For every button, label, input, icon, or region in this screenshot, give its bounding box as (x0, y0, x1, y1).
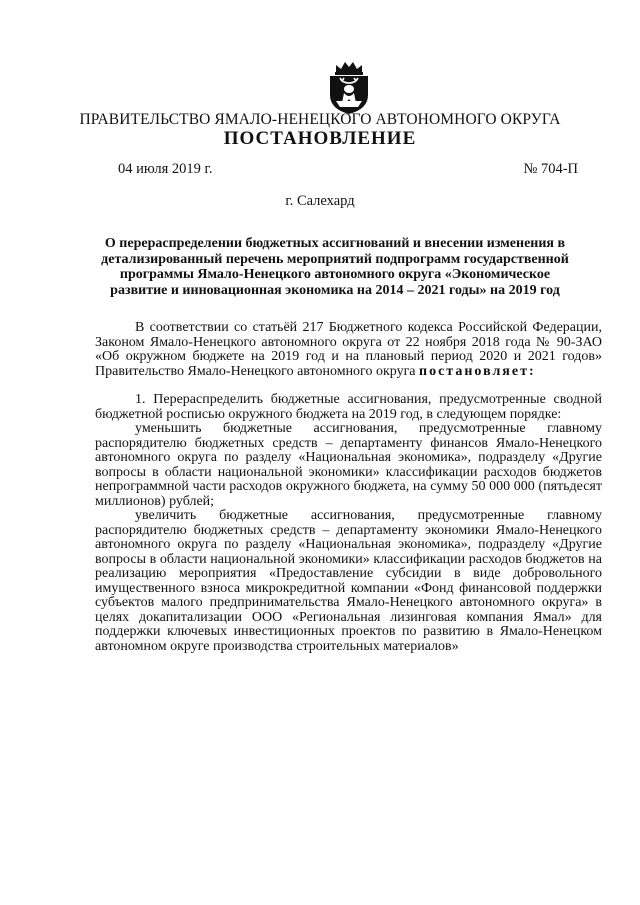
preamble-paragraph (95, 321, 602, 379)
document-number: № 704-П (523, 161, 578, 177)
preamble-text: В соответствии со статьёй 217 Бюджетного кодекса Российской Федерации, Законом Ямало-Ненецкого автономного округа от 22 ноября 2018 года № 90-ЗАО «Об окружном бюджете на 2019 год и на плановый период 2020 и 2021 годов» Правительство Ямало-Ненецкого автономного округа (95, 320, 602, 379)
decrease-paragraph: уменьшить бюджетные ассигнования, предусмотренные главному распорядителю бюджетных средств – департаменту финансов Ямало-Ненецкого автономного округа по разделу «Национальная экономика», подразделу «Другие вопросы в области национальной экономики» классификации расходов бюджетов непрограммной части расходов окружного бюджета, на сумму 50 000 000 (пятьдесят миллионов) рублей; (95, 421, 602, 509)
item-1-paragraph: 1. Перераспределить бюджетные ассигнования, предусмотренные сводной бюджетной росписью окружного бюджета на 2019 год, в следующем порядке: (95, 392, 602, 422)
document-body (95, 321, 602, 654)
decree-word: постановляет: (419, 363, 536, 379)
document-type: ПОСТАНОВЛЕНИЕ (223, 128, 417, 149)
document-city: г. Салехард (285, 193, 355, 209)
document-date: 04 июля 2019 г. (118, 161, 213, 177)
increase-paragraph: увеличить бюджетные ассигнования, предусмотренные главному распорядителю бюджетных средств – департаменту экономики Ямало-Ненецкого автономного округа по разделу «Национальная экономика», подразделу «Другие вопросы в области национальной экономики» классификации расходов бюджетов на реализацию мероприятия «Предоставление субсидии в виде добровольного имущественного взноса микрокредитной компании «Фонд финансовой поддержки субъектов малого предпринимательства Ямало-Ненецкого автономного округа» в целях докапитализации ООО «Региональная лизинговая компания Ямал» для поддержки ключевых инвестиционных проектов по развитию в Ямало-Ненецком автономном округе производства строительных материалов» (95, 508, 602, 654)
organization-name: ПРАВИТЕЛЬСТВО ЯМАЛО-НЕНЕЦКОГО АВТОНОМНОГО ОКРУГА (79, 111, 561, 128)
document-heading: О перераспределении бюджетных ассигнований и внесении изменения в детализированный перечень мероприятий подпрограмм государственной программы Ямало-Ненецкого автономного округа «Экономическое развитие и инновационная экономика на 2014 – 2021 годы» на 2019 год (101, 236, 569, 298)
yamal-coat-of-arms-icon (322, 59, 376, 115)
